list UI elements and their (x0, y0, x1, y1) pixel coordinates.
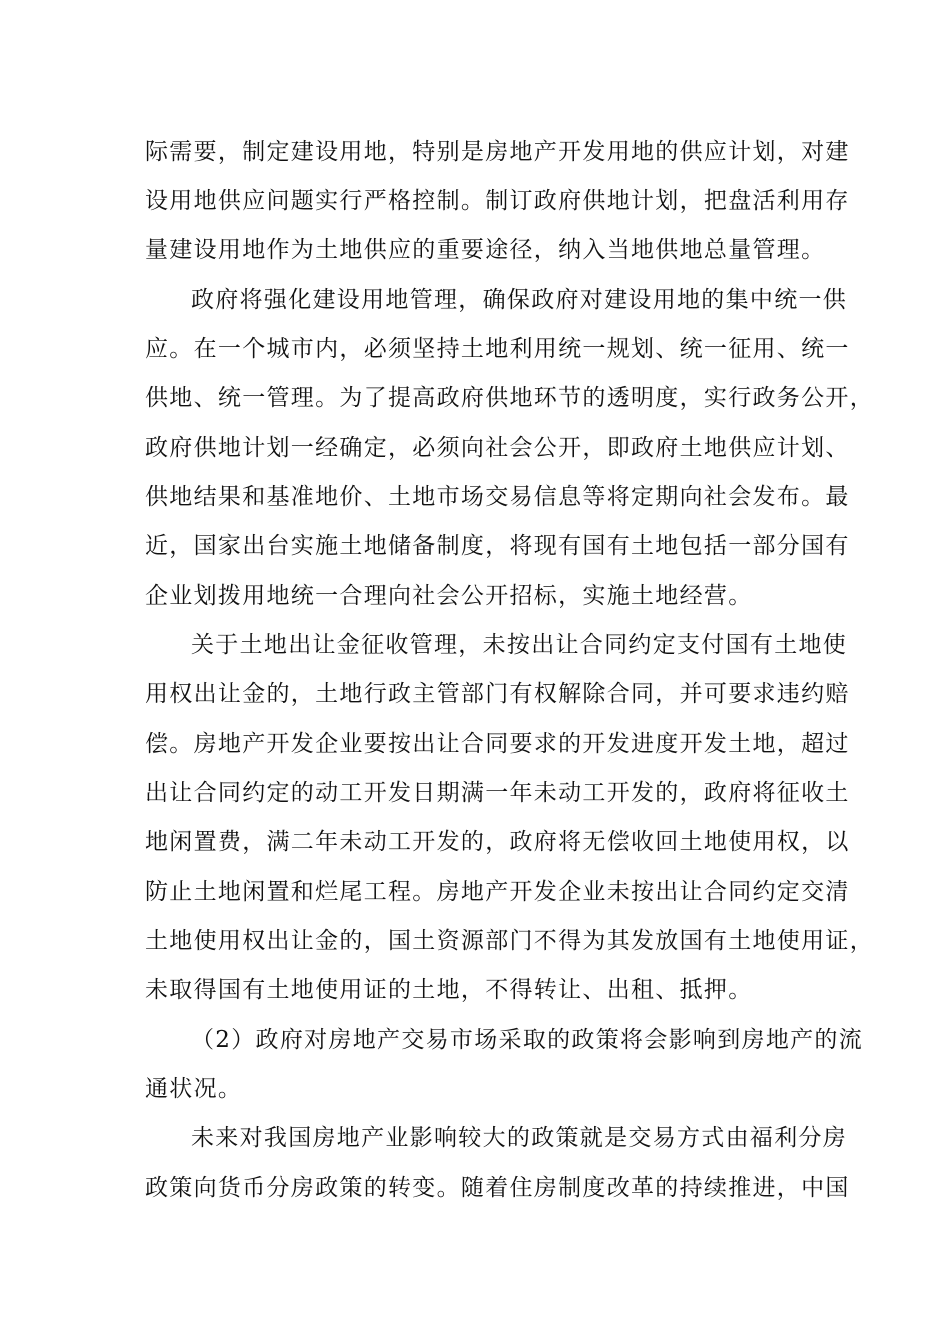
text-line: 企业划拨用地统一合理向社会公开招标，实施土地经营。 (145, 583, 753, 609)
text-line: 用权出让金的，土地行政主管部门有权解除合同，并可要求违约赔 (145, 681, 850, 707)
text-line: 供地、统一管理。为了提高政府供地环节的透明度，实行政务公开， (145, 385, 874, 411)
text-line: 土地使用权出让金的，国土资源部门不得为其发放国有土地使用证， (145, 928, 874, 954)
text-line: 偿。房地产开发企业要按出让合同要求的开发进度开发土地，超过 (145, 731, 850, 757)
paragraph-start-line: 关于土地出让金征收管理，未按出让合同约定支付国有土地使 (191, 632, 848, 658)
text-line: 近，国家出台实施土地储备制度，将现有国有土地包括一部分国有 (145, 533, 850, 559)
paragraph-start-line: 政府将强化建设用地管理，确保政府对建设用地的集中统一供 (191, 287, 848, 313)
text-line: 防止土地闲置和烂尾工程。房地产开发企业未按出让合同约定交清 (145, 879, 850, 905)
text-line: 出让合同约定的动工开发日期满一年未动工开发的，政府将征收土 (145, 780, 850, 806)
text-line: 政策向货币分房政策的转变。随着住房制度改革的持续推进，中国 (145, 1175, 850, 1201)
text-line: 际需要，制定建设用地，特别是房地产开发用地的供应计划，对建 (145, 139, 850, 165)
paragraph-start-line: 未来对我国房地产业影响较大的政策就是交易方式由福利分房 (191, 1125, 848, 1151)
text-line: 应。在一个城市内，必须坚持土地利用统一规划、统一征用、统一 (145, 336, 850, 362)
text-line: 未取得国有土地使用证的土地，不得转让、出租、抵押。 (145, 977, 753, 1003)
text-line: 政府供地计划一经确定，必须向社会公开，即政府土地供应计划、 (145, 435, 850, 461)
text-line: 设用地供应问题实行严格控制。制订政府供地计划，把盘活利用存 (145, 188, 850, 214)
text-line: 供地结果和基准地价、土地市场交易信息等将定期向社会发布。最 (145, 484, 850, 510)
paragraph-start-line: （2）政府对房地产交易市场采取的政策将会影响到房地产的流 (191, 1027, 864, 1053)
text-line: 量建设用地作为土地供应的重要途径，纳入当地供地总量管理。 (145, 237, 826, 263)
text-line: 地闲置费，满二年未动工开发的，政府将无偿收回土地使用权，以 (145, 829, 850, 855)
text-line: 通状况。 (145, 1076, 243, 1102)
